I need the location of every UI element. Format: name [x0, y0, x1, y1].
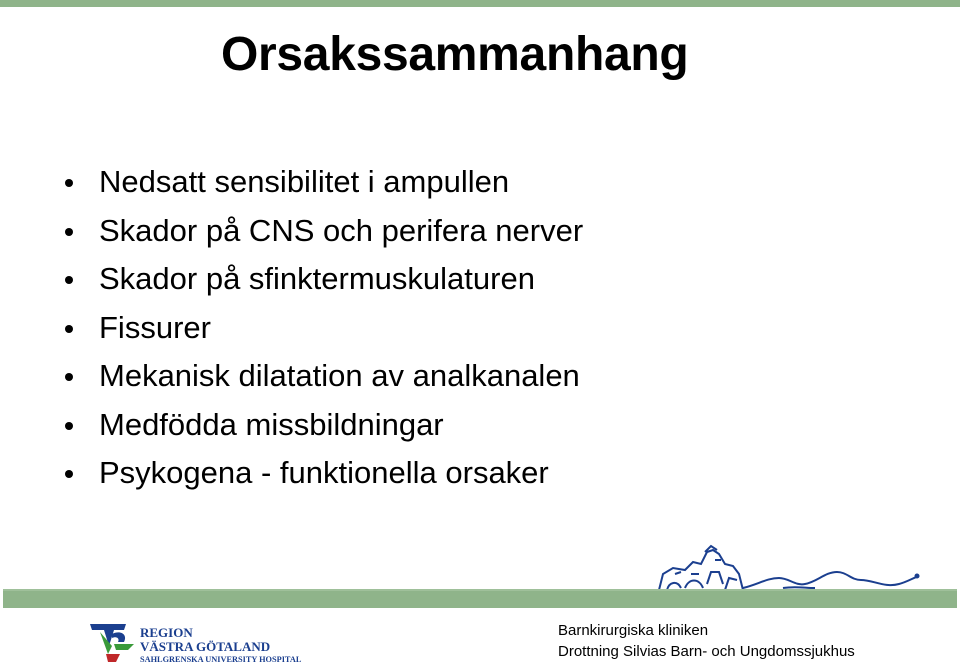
hospital-name: Drottning Silvias Barn- och Ungdomssjukhus — [558, 643, 855, 660]
bullet-item: Medfödda missbildningar — [62, 401, 583, 450]
bullet-item: Skador på sfinktermuskulaturen — [62, 255, 583, 304]
bullet-list — [62, 158, 583, 498]
bullet-item: Fissurer — [62, 304, 583, 353]
region-vastra-gotaland-logo — [90, 620, 320, 664]
footer-text — [558, 620, 855, 662]
logo-text-line3: SAHLGRENSKA UNIVERSITY HOSPITAL — [140, 655, 302, 664]
logo-text-line2: VÄSTRA GÖTALAND — [140, 639, 271, 654]
top-band — [0, 0, 960, 7]
bullet-item: Psykogena - funktionella orsaker — [62, 449, 583, 498]
clinic-name: Barnkirurgiska kliniken — [558, 622, 709, 639]
bullet-item: Mekanisk dilatation av analkanalen — [62, 352, 583, 401]
slide-title: Orsakssammanhang — [221, 28, 689, 81]
bullet-item: Nedsatt sensibilitet i ampullen — [62, 158, 583, 207]
footer-band — [3, 591, 957, 608]
bullet-item: Skador på CNS och perifera nerver — [62, 207, 583, 256]
logo-text-line1: REGION — [140, 625, 193, 640]
